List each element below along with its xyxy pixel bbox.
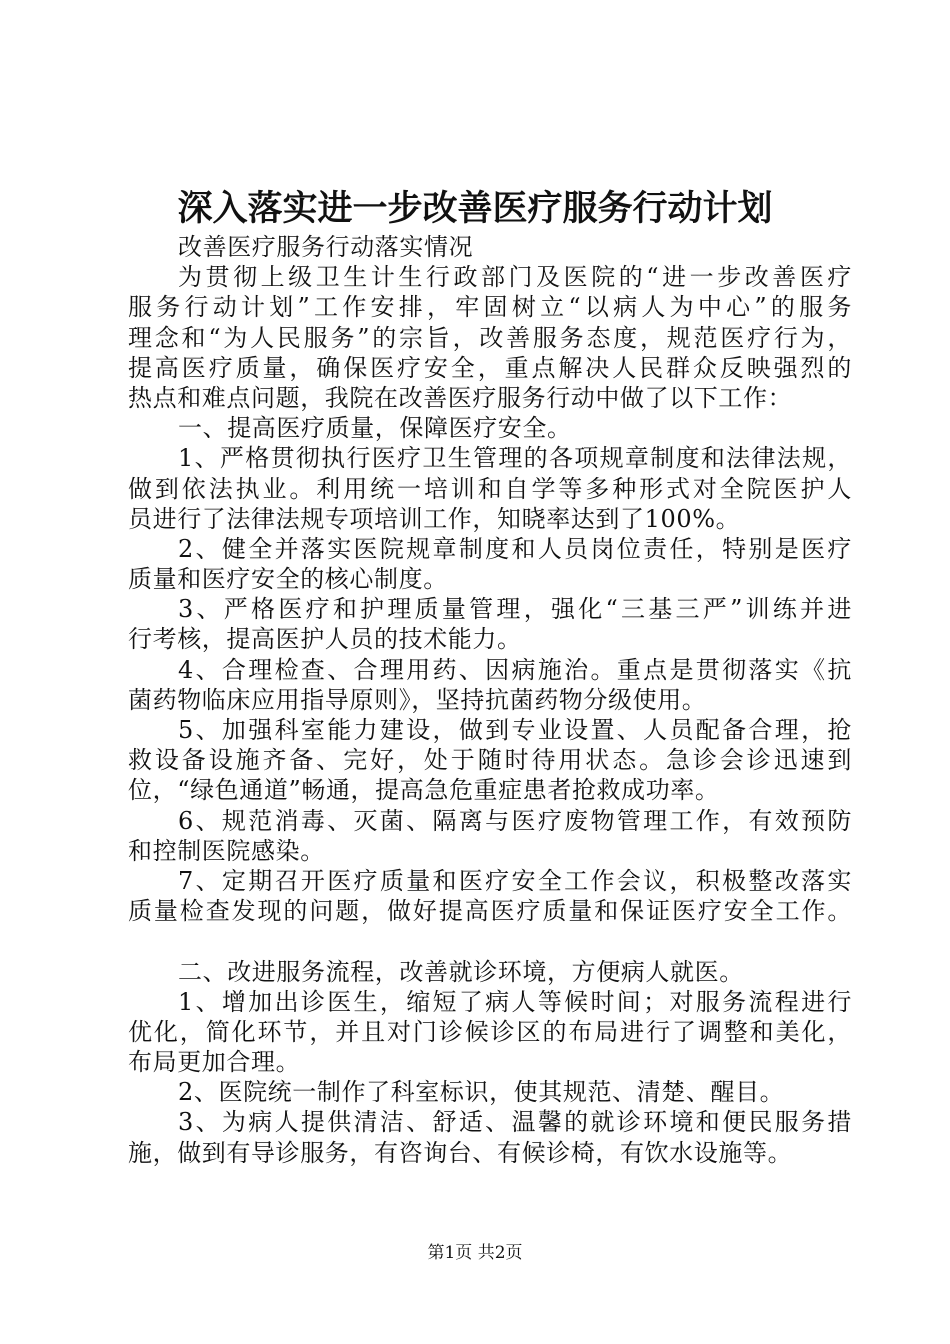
page-number-footer: 第1页 共2页 bbox=[427, 1243, 523, 1263]
paragraph-line: 位，“绿色通道”畅通，提高急危重症患者抢救成功率。 bbox=[128, 776, 720, 805]
paragraph-line: 5、加强科室能力建设，做到专业设置、人员配备合理，抢 bbox=[178, 716, 852, 744]
paragraph-line: 质量检查发现的问题，做好提高医疗质量和保证医疗安全工作。 bbox=[128, 897, 852, 926]
paragraph-line: 做到依法执业。利用统一培训和自学等多种形式对全院医护人 bbox=[128, 474, 852, 503]
paragraph-line: 2、健全并落实医院规章制度和人员岗位责任，特别是医疗 bbox=[178, 534, 852, 563]
paragraph-line: 菌药物临床应用指导原则》，坚持抗菌药物分级使用。 bbox=[128, 685, 707, 714]
paragraph-line: 1、增加出诊医生，缩短了病人等候时间；对服务流程进行 bbox=[178, 987, 852, 1016]
paragraph-line: 和控制医院感染。 bbox=[128, 836, 325, 865]
paragraph-line: 救设备设施齐备、完好，处于随时待用状态。急诊会诊迅速到 bbox=[128, 746, 852, 775]
subtitle-line: 改善医疗服务行动落实情况 bbox=[178, 233, 474, 261]
paragraph-line: 7、定期召开医疗质量和医疗安全工作会议，积极整改落实 bbox=[178, 866, 852, 895]
blank-line bbox=[128, 926, 852, 956]
paragraph-line: 提高医疗质量，确保医疗安全，重点解决人民群众反映强烈的 bbox=[128, 353, 852, 382]
paragraph-line: 3、严格医疗和护理质量管理，强化“三基三严”训练并进 bbox=[178, 595, 852, 624]
paragraph-line: 为贯彻上级卫生计生行政部门及医院的“进一步改善医疗 bbox=[178, 263, 852, 292]
document-body bbox=[128, 232, 852, 1168]
paragraph-line: 优化，简化环节，并且对门诊候诊区的布局进行了调整和美化， bbox=[128, 1017, 852, 1046]
paragraph-line: 4、合理检查、合理用药、因病施治。重点是贯彻落实《抗 bbox=[178, 655, 852, 684]
paragraph-line: 施，做到有导诊服务，有咨询台、有候诊椅，有饮水设施等。 bbox=[128, 1138, 793, 1167]
paragraph-line: 热点和难点问题，我院在改善医疗服务行动中做了以下工作： bbox=[128, 383, 793, 412]
section-heading: 一、提高医疗质量，保障医疗安全。 bbox=[178, 414, 572, 443]
paragraph-line: 6、规范消毒、灭菌、隔离与医疗废物管理工作，有效预防 bbox=[178, 806, 852, 835]
document-title: 深入落实进一步改善医疗服务行动计划 bbox=[177, 188, 773, 229]
paragraph-line: 行考核，提高医护人员的技术能力。 bbox=[128, 625, 522, 654]
paragraph-line: 服务行动计划”工作安排，牢固树立“以病人为中心”的服务 bbox=[128, 293, 852, 322]
paragraph-line: 布局更加合理。 bbox=[128, 1048, 301, 1077]
paragraph-line: 3、为病人提供清洁、舒适、温馨的就诊环境和便民服务措 bbox=[178, 1108, 852, 1137]
paragraph-line: 2、医院统一制作了科室标识，使其规范、清楚、醒目。 bbox=[178, 1078, 785, 1107]
paragraph-line: 1、严格贯彻执行医疗卫生管理的各项规章制度和法律法规， bbox=[178, 444, 852, 473]
paragraph-line: 理念和“为人民服务”的宗旨，改善服务态度，规范医疗行为， bbox=[128, 323, 852, 352]
paragraph-line: 质量和医疗安全的核心制度。 bbox=[128, 565, 448, 594]
section-heading: 二、改进服务流程，改善就诊环境，方便病人就医。 bbox=[178, 957, 744, 986]
paragraph-line: 员进行了法律法规专项培训工作，知晓率达到了100%。 bbox=[128, 504, 741, 533]
